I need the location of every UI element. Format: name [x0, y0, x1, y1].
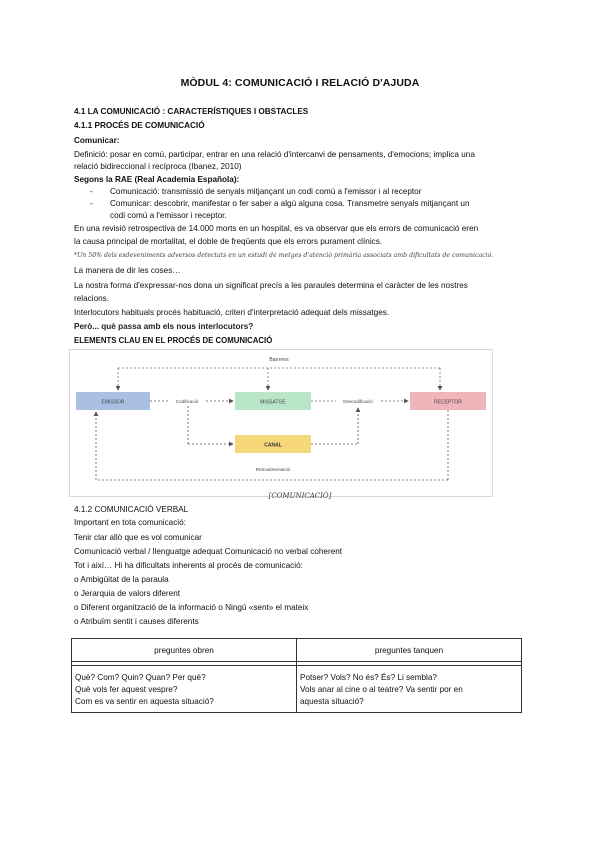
questions-table	[71, 638, 522, 713]
definicio-line-2: relació bidireccional i recíproca (Ibanez, 2010)	[74, 162, 242, 171]
dificultat-item: o Diferent organització de la informació o Ningú «sent» el mateix	[74, 603, 309, 612]
revisio-line-1: En una revisió retrospectiva de 14.000 morts en un hospital, es va observar que els errors de comunicació eren	[74, 224, 479, 233]
dificultat-item: o Ambigüitat de la paraula	[74, 575, 169, 584]
bullet-dash: -	[90, 199, 93, 208]
dificultat-item: o Jerarquia de valors diferent	[74, 589, 181, 598]
obren-line: Què? Com? Quin? Quan? Per què?	[75, 673, 206, 682]
dificultat-item: o Atribuïm sentit i causes diferents	[74, 617, 199, 626]
section-heading-4-1: 4.1 LA COMUNICACIÓ : CARACTERÍSTIQUES I OBSTACLES	[74, 107, 309, 116]
cell-obren	[72, 666, 297, 713]
manera-line: La manera de dir les coses…	[74, 266, 181, 275]
missatge-label: MISSATGE	[260, 399, 286, 406]
forma-line-2: relacions.	[74, 294, 110, 303]
diagram-caption: [COMUNICACIÓ]	[268, 492, 332, 500]
descodificacio-label: Descodificació	[343, 399, 373, 404]
codificacio-label: Codificació	[175, 399, 199, 404]
revisio-line-2: la causa principal de mortalitat, el doble de freqüents que els errors purament clínics.	[74, 237, 383, 246]
header-preguntes-obren: preguntes obren	[72, 639, 297, 662]
barreres-label: Barreres	[269, 357, 289, 363]
verbal-line: Comunicació verbal / llenguatge adequat Comunicació no verbal coherent	[74, 547, 343, 556]
rae-heading: Segons la RAE (Real Academia Española):	[74, 175, 240, 184]
page-title: MÒDUL 4: COMUNICACIÓ I RELACIÓ D'AJUDA	[180, 77, 420, 89]
table-header-row	[72, 639, 522, 662]
section-heading-4-1-2: 4.1.2 COMUNICACIÓ VERBAL	[74, 505, 189, 514]
pero-line: Però... què passa amb els nous interlocutors?	[74, 322, 254, 331]
tenir-line: Tenir clar allò que es vol comunicar	[74, 533, 202, 542]
bullet-comunicar-line-1: Comunicar: descobrir, manifestar o fer saber a algú alguna cosa. Transmetre senyals mitjançant un	[110, 199, 470, 208]
retroalimentacio-label: Retroalimentació	[255, 467, 291, 472]
header-preguntes-tanquen: preguntes tanquen	[297, 639, 522, 662]
elements-heading: ELEMENTS CLAU EN EL PROCÉS DE COMUNICACIÓ	[74, 336, 273, 345]
obren-line: Què vols fer aquest vespre?	[75, 685, 178, 694]
important-line: Important en tota comunicació:	[74, 518, 186, 527]
comunicar-heading: Comunicar:	[74, 136, 120, 145]
bullet-comunicar-line-2: codi comú a l'emissor i receptor.	[110, 211, 227, 220]
obren-line: Com es va sentir en aquesta situació?	[75, 697, 214, 706]
forma-line-1: La nostra forma d'expressar-nos dona un significat precís a les paraules determina el caràcter de les nostres	[74, 281, 468, 290]
canal-label: CANAL	[264, 442, 282, 449]
tot-i-aixi-line: Tot i així… Hi ha dificultats inherents al procés de comunicació:	[74, 561, 303, 570]
bullet-comunicacio: Comunicació: transmissió de senyals mitjançant un codi comú a l'emissor i al receptor	[110, 187, 422, 196]
tanquen-line: Potser? Vols? No és? És? Li sembla?	[300, 673, 437, 682]
communication-diagram	[69, 349, 493, 497]
tanquen-line: Vols anar al cine o al teatre? Va sentir por en	[300, 685, 463, 694]
definicio-line-1: Definició: posar en comú, participar, entrar en una relació d'intercanvi de pensaments, d'emocions; implica una	[74, 150, 475, 159]
section-heading-4-1-1: 4.1.1 PROCÉS DE COMUNICACIÓ	[74, 121, 205, 130]
emissor-label: EMISSOR	[101, 399, 125, 406]
cell-tanquen	[297, 666, 522, 713]
receptor-label: RECEPTOR	[434, 399, 462, 406]
handwritten-note: *Un 50% dels esdeveniments adversos detectats en un estudi de metges d'atenció primària associats amb dificultats de comunicació.	[74, 252, 494, 259]
interlocutors-line: Interlocutors habituals procés habituació, criteri d'interpretació adequat dels missatges.	[74, 308, 390, 317]
table-row	[72, 666, 522, 713]
communication-diagram-svg	[70, 350, 492, 496]
tanquen-line: aquesta situació?	[300, 697, 364, 706]
bullet-dash: -	[90, 187, 93, 196]
